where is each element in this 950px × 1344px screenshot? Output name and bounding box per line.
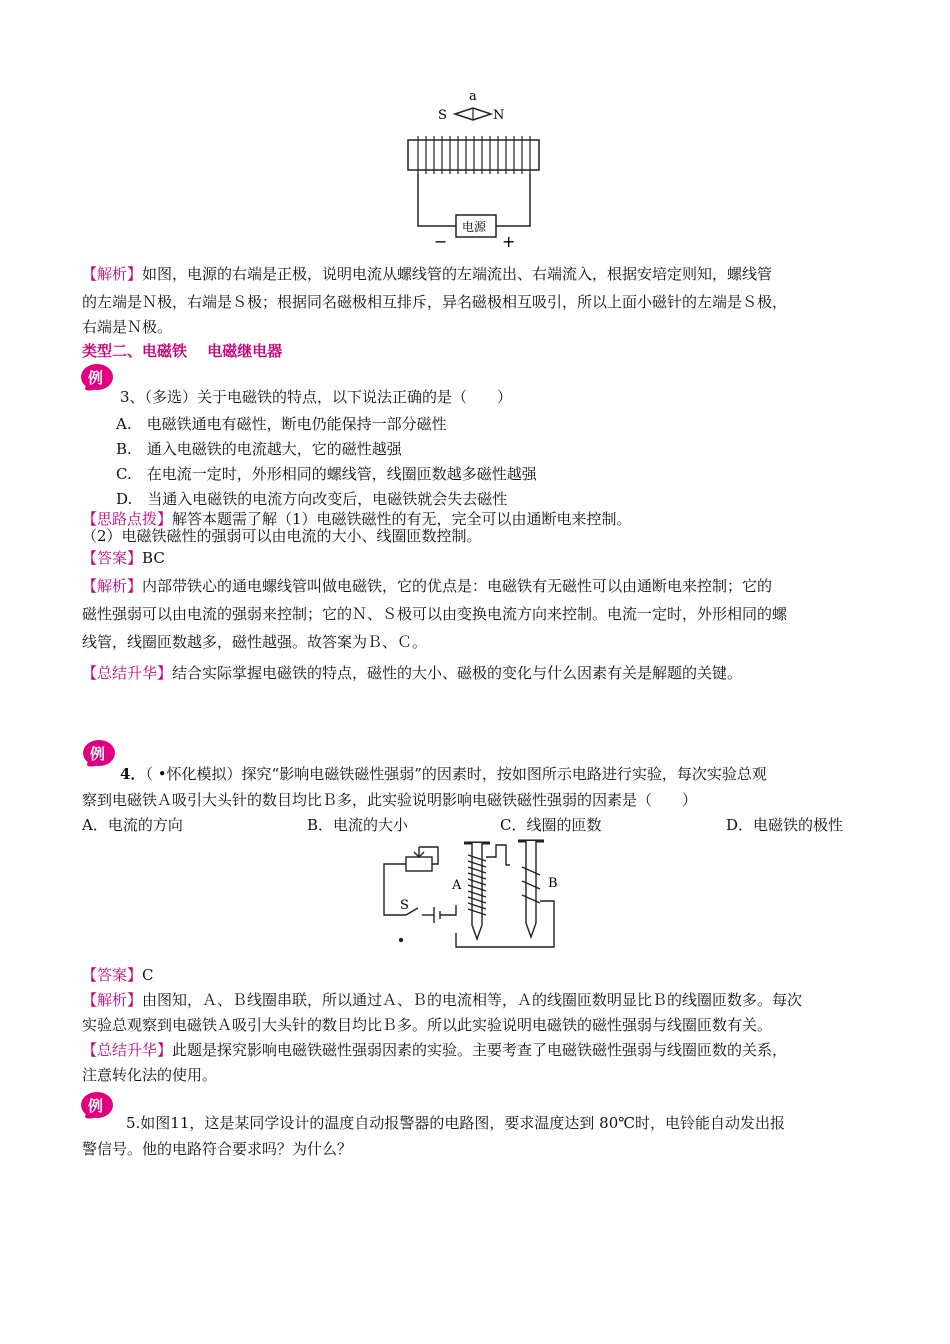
example-badge-5 [80, 1090, 118, 1120]
example-badge-3 [80, 362, 118, 392]
q4-analysis-line2: 实验总观察到电磁铁Ａ吸引大头针的数目均比Ｂ多。所以此实验说明电磁铁的磁性强弱与线圈匝数有关。 [82, 1016, 773, 1034]
q4-answer: 【答案】C [82, 966, 154, 984]
q4-number: 4． [120, 765, 146, 783]
q3-stem: 3、（多选）关于电磁铁的特点，以下说法正确的是（ ） [120, 388, 513, 406]
q4-option-a: A．电流的方向 [82, 816, 183, 834]
q3-summary: 【总结升华】结合实际掌握电磁铁的特点，磁性的大小、磁极的变化与什么因素有关是解题的关键。 [82, 664, 743, 682]
q3-answer: 【答案】BC [82, 549, 165, 567]
q4-stem-line1: 4．（ •怀化模拟）探究“影响电磁铁磁性强弱”的因素时，按如图所示电路进行实验，每次实验总观 [120, 765, 767, 783]
svg-text:例: 例 [90, 745, 106, 763]
minus-sign: − [434, 232, 448, 250]
electromagnet-circuit-figure [378, 835, 578, 953]
label-b: B [548, 876, 558, 891]
q4-option-d: D．电磁铁的极性 [726, 816, 844, 834]
q3-analysis-line3: 线管，线圈匝数越多，磁性越强。故答案为Ｂ、Ｃ。 [82, 633, 428, 651]
q3-hint-line2: （2）电磁铁磁性的强弱可以由电流的大小、线圈匝数控制。 [82, 527, 482, 545]
q3-analysis-tag: 【解析】 [82, 577, 143, 595]
analysis1-line3: 右端是Ｎ极。 [82, 318, 173, 336]
rheostat [406, 857, 432, 871]
wire-a-to-b [486, 845, 510, 865]
example-badge-4 [82, 738, 120, 768]
q3-option-d: D. 当通入电磁铁的电流方向改变后，电磁铁就会失去磁性 [116, 490, 508, 508]
power-source-label: 电源 [462, 220, 487, 234]
q4-analysis-tag: 【解析】 [82, 991, 143, 1009]
q4-summary-line2: 注意转化法的使用。 [82, 1066, 218, 1084]
needle-label-n: N [493, 108, 505, 123]
q3-analysis-line1: 【解析】内部带铁心的通电螺线管叫做电磁铁，它的优点是：电磁铁有无磁性可以由通断电来控制；它的 [82, 577, 773, 595]
analysis1-tag: 【解析】 [82, 265, 143, 283]
q5-stem-line2: 警信号。他的电路符合要求吗？为什么？ [82, 1140, 353, 1158]
q3-answer-tag: 【答案】 [82, 549, 143, 567]
label-a: A [452, 878, 462, 893]
q4-summary-line1: 【总结升华】此题是探究影响电磁铁磁性强弱因素的实验。主要考查了电磁铁磁性强弱与线圈匝数的关系， [82, 1041, 788, 1059]
solenoid-figure [400, 84, 550, 250]
q3-hint-line1: 【思路点拨】解答本题需了解（1）电磁铁磁性的有无，完全可以由通断电来控制。 [82, 510, 632, 528]
nail-b-body [526, 841, 536, 937]
wire-to-a [440, 905, 456, 915]
label-s: S [400, 898, 409, 913]
wire-left [418, 174, 456, 226]
q3-option-c: C. 在电流一定时，外形相同的螺线管，线圈匝数越多磁性越强 [116, 465, 537, 483]
q3-option-b: B. 通入电磁铁的电流越大，它的磁性越强 [116, 440, 402, 458]
analysis1-line2: 的左端是Ｎ极，右端是Ｓ极；根据同名磁极相互排斥，异名磁极相互吸引，所以上面小磁针的左端是Ｓ极， [82, 293, 788, 311]
q3-hint-tag: 【思路点拨】 [82, 510, 173, 528]
q3-analysis-line2: 磁性强弱可以由电流的强弱来控制；它的Ｎ、Ｓ极可以由变换电流方向来控制。电流一定时，外形相同的螺 [82, 605, 788, 623]
q4-answer-tag: 【答案】 [82, 966, 143, 984]
q4-option-c: C．线圈的匝数 [500, 816, 602, 834]
svg-text:例: 例 [88, 369, 104, 387]
q4-stem-line2: 察到电磁铁Ａ吸引大头针的数目均比Ｂ多，此实验说明影响电磁铁磁性强弱的因素是（ ） [82, 791, 698, 809]
q3-option-a: A. 电磁铁通电有磁性，断电仍能保持一部分磁性 [116, 415, 447, 433]
needle-label-s: S [438, 108, 447, 123]
section2-heading: 类型二、电磁铁 电磁继电器 [82, 342, 283, 360]
analysis1-line1: 【解析】如图，电源的右端是正极，说明电流从螺线管的左端流出、右端流入，根据安培定则知，螺线管 [82, 265, 773, 283]
wire-right [496, 174, 530, 226]
plus-sign: + [502, 232, 516, 250]
q4-option-b: B．电流的大小 [307, 816, 409, 834]
q3-summary-tag: 【总结升华】 [82, 664, 173, 682]
switch-pivot [400, 939, 403, 942]
svg-text:例: 例 [88, 1097, 104, 1115]
q4-summary-tag: 【总结升华】 [82, 1041, 173, 1059]
q4-analysis-line1: 【解析】由图知，Ａ、Ｂ线圈串联，所以通过Ａ、Ｂ的电流相等，Ａ的线圈匝数明显比Ｂ的线圈匝数多。每次 [82, 991, 803, 1009]
wire-bottom [456, 901, 554, 947]
needle-label-a: a [469, 89, 477, 104]
q5-stem-line1: 5.如图11，这是某同学设计的温度自动报警器的电路图，要求温度达到 80℃时，电铃能自动发出报 [126, 1114, 786, 1132]
